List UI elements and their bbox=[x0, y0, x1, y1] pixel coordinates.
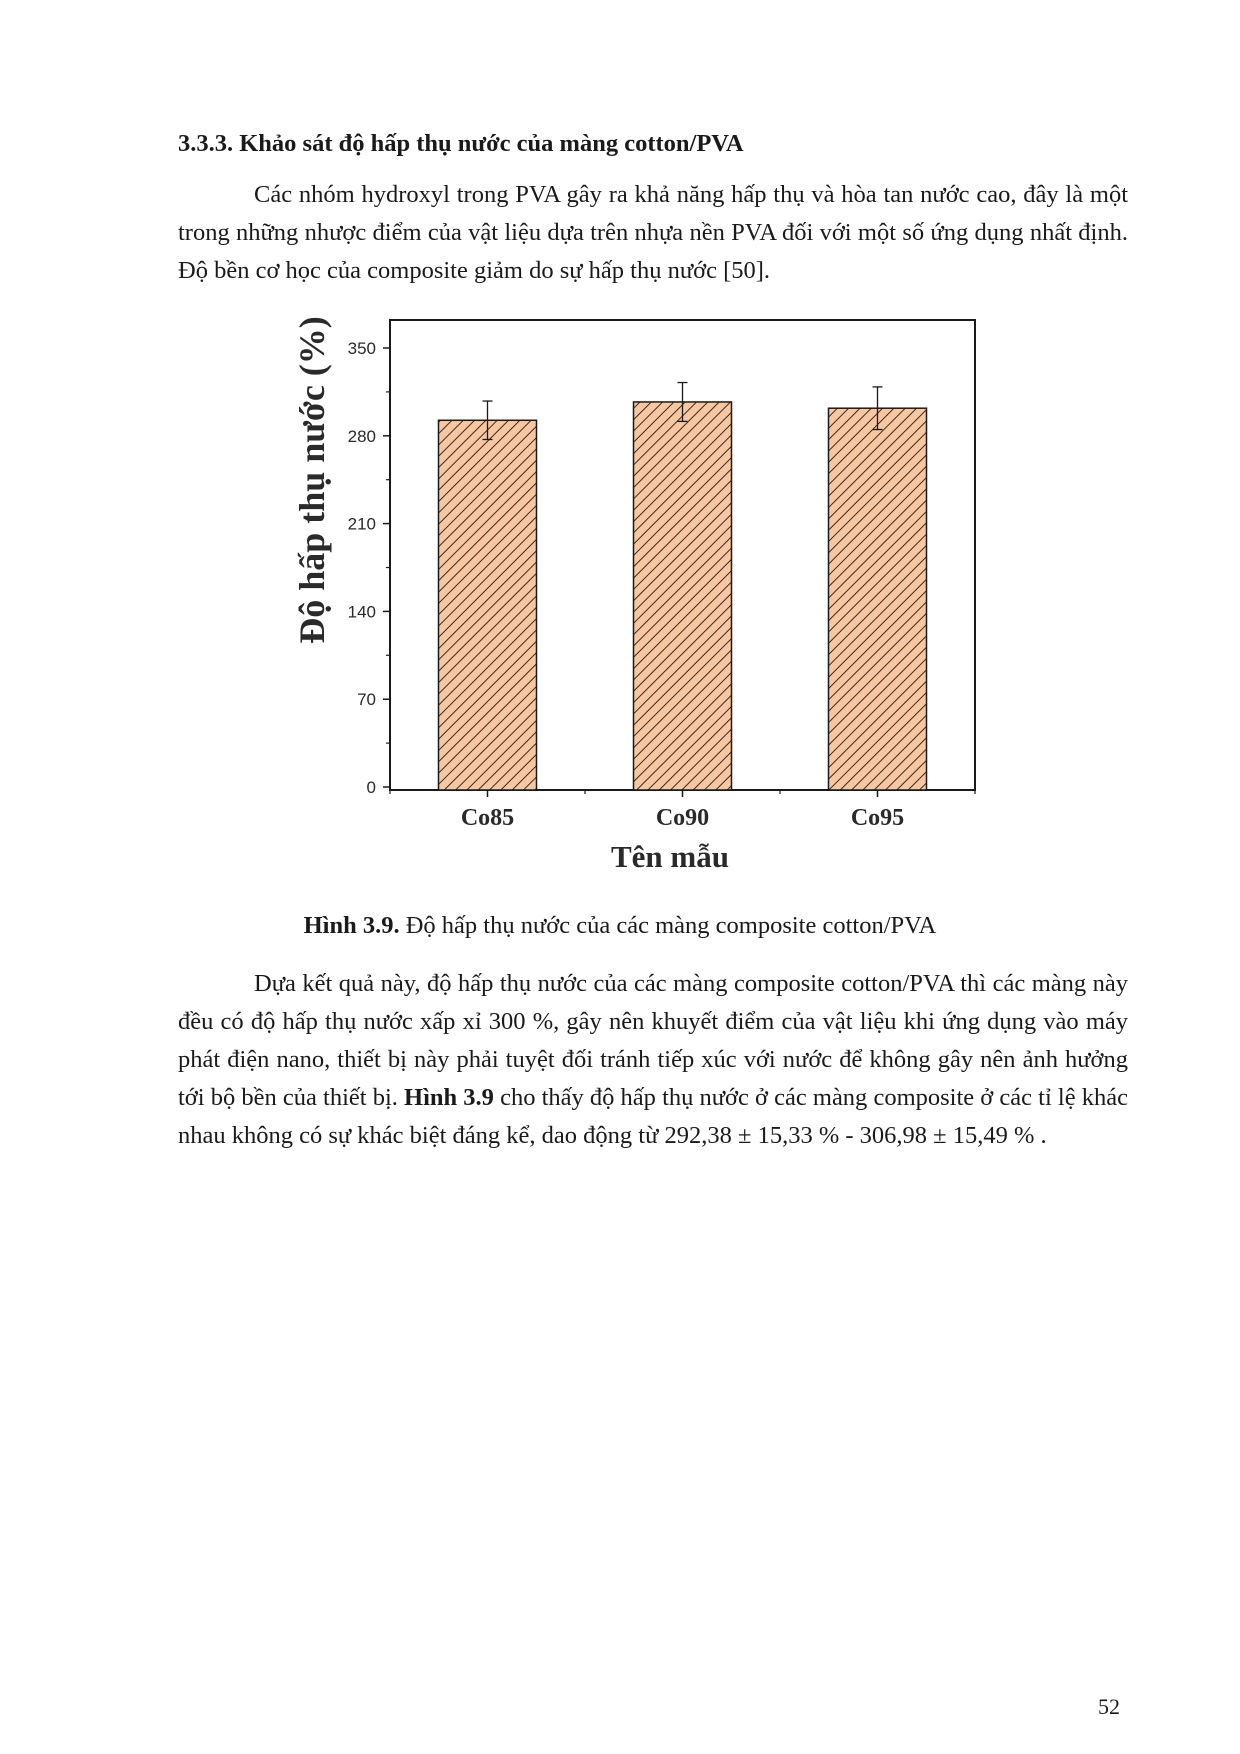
x-tick-label: Co90 bbox=[655, 805, 710, 831]
y-tick-label: 0 bbox=[366, 778, 376, 797]
bar-co90 bbox=[634, 402, 732, 790]
y-tick-label: 140 bbox=[347, 602, 376, 622]
y-tick-label: 210 bbox=[347, 514, 376, 534]
page-number: 52 bbox=[1098, 1694, 1120, 1719]
figure-label: Hình 3.9. bbox=[303, 912, 400, 939]
bar-co95 bbox=[829, 408, 927, 790]
water-absorption-chart bbox=[290, 310, 1010, 900]
x-axis-label: Tên mẫu bbox=[611, 839, 729, 874]
y-axis-label: Độ hấp thụ nước (%) bbox=[292, 316, 332, 644]
figure-caption bbox=[0, 912, 1240, 940]
y-tick-label: 350 bbox=[347, 339, 376, 358]
y-tick-label: 70 bbox=[357, 690, 376, 710]
section-heading: 3.3.3. Khảo sát độ hấp thụ nước của màng cotton/PVA bbox=[178, 130, 744, 157]
y-tick-label: 280 bbox=[347, 426, 376, 446]
discussion-paragraph bbox=[178, 965, 1128, 1155]
discussion-text-2: cho thấy độ hấp thụ nước ở các màng composite ở các tỉ lệ khác nhau không có sự khác biệt đáng kể, dao động từ 292,38 ± 15,33 % - 306,98 ± 15,49 % . bbox=[178, 1084, 1128, 1149]
figure-caption-text: Độ hấp thụ nước của các màng composite cotton/PVA bbox=[399, 912, 937, 939]
bar-co85 bbox=[439, 420, 537, 790]
figure-reference: Hình 3.9 bbox=[404, 1084, 494, 1111]
intro-paragraph bbox=[178, 176, 1128, 290]
x-tick-label: Co95 bbox=[850, 805, 905, 831]
discussion-text-1: Dựa kết quả này, độ hấp thụ nước của các màng composite cotton/PVA thì các màng này đều có độ hấp thụ nước xấp xỉ 300 %, gây nên khuyết điểm của vật liệu khi ứng dụng vào máy phát điện nano, thiết bị này phải tuyệt đối tránh tiếp xúc với nước để không gây nên ảnh hưởng tới bộ bền của thiết bị. bbox=[178, 970, 1128, 1111]
plot-area bbox=[348, 320, 975, 831]
x-tick-label: Co85 bbox=[460, 805, 515, 831]
intro-paragraph-text: Các nhóm hydroxyl trong PVA gây ra khả năng hấp thụ và hòa tan nước cao, đây là một trong những nhược điểm của vật liệu dựa trên nhựa nền PVA đối với một số ứng dụng nhất định. Độ bền cơ học của composite giảm do sự hấp thụ nước [50]. bbox=[178, 181, 1128, 284]
